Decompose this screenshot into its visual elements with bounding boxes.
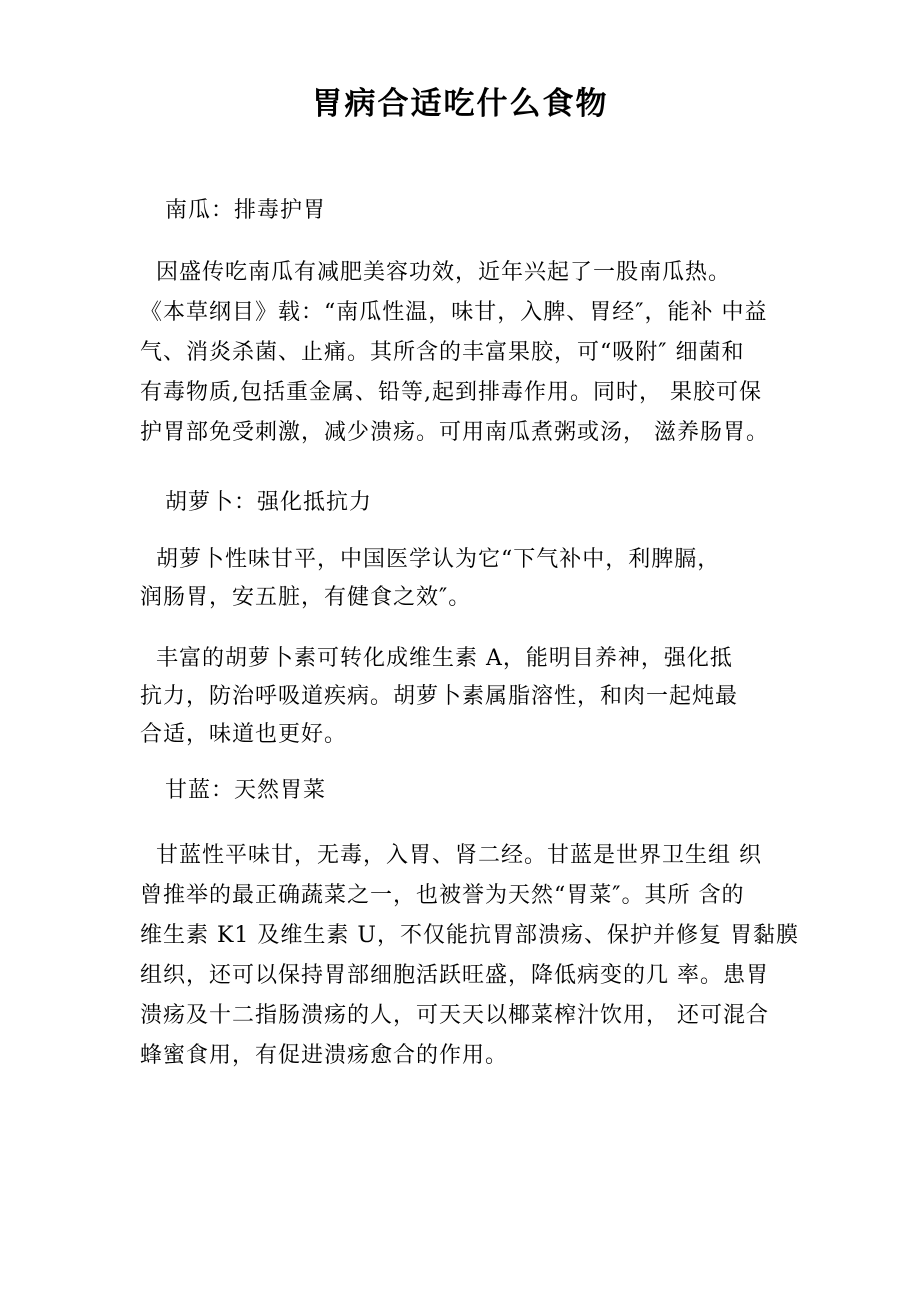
paragraph-pumpkin xyxy=(140,253,810,453)
document-title: 胃病合适吃什么食物 xyxy=(311,86,609,122)
paragraph-carrot-2 xyxy=(140,640,810,754)
paragraph-line: 甘蓝性平味甘，无毒，入胃、肾二经。甘蓝是世界卫生组 织 xyxy=(140,843,762,868)
paragraph-line: 胡萝卜性味甘平，中国医学认为它“下气补中，利脾膈， xyxy=(140,547,721,572)
paragraph-line: 溃疡及十二指肠溃疡的人，可天天以椰菜榨汁饮用， 还可混合 xyxy=(140,1003,769,1028)
paragraph-line: 有毒物质,包括重金属、铅等,起到排毒作用。同时， 果胶可保 xyxy=(140,380,762,405)
paragraph-line: 蜂蜜食用，有促进溃疡愈合的作用。 xyxy=(140,1043,509,1068)
section-heading-cabbage: 甘蓝：天然胃菜 xyxy=(165,778,327,803)
paragraph-line: 合适，味道也更好。 xyxy=(140,722,348,747)
paragraph-line: 气、消炎杀菌、止痛。其所含的丰富果胶，可“吸附″ 细菌和 xyxy=(140,340,745,365)
paragraph-carrot-1 xyxy=(140,541,810,617)
paragraph-line: 护胃部免受刺激，减少溃疡。可用南瓜煮粥或汤， 滋养肠胃。 xyxy=(140,420,769,445)
paragraph-line: 抗力，防治呼吸道疾病。胡萝卜素属脂溶性，和肉一起炖最 xyxy=(140,684,739,709)
paragraph-cabbage xyxy=(140,836,810,1076)
paragraph-line: 曾推举的最正确蔬菜之一，也被誉为天然“胃菜″。其所 含的 xyxy=(140,883,745,908)
paragraph-line: 《本草纲目》载：“南瓜性温，味甘，入脾、胃经″，能补 中益 xyxy=(140,300,768,325)
section-heading-pumpkin: 南瓜：排毒护胃 xyxy=(165,198,327,223)
paragraph-line: 组织，还可以保持胃部细胞活跃旺盛，降低病变的几 率。患胃 xyxy=(140,963,769,988)
paragraph-line: 维生素 K1 及维生素 U，不仅能抗胃部溃疡、保护并修复 胃黏膜 xyxy=(140,923,799,948)
paragraph-line: 润肠胃，安五脏，有健食之效″。 xyxy=(140,585,472,610)
section-heading-carrot: 胡萝卜：强化抵抗力 xyxy=(165,490,373,515)
paragraph-line: 因盛传吃南瓜有减肥美容功效，近年兴起了一股南瓜热。 xyxy=(140,260,731,285)
paragraph-line: 丰富的胡萝卜素可转化成维生素 A，能明目养神，强化抵 xyxy=(140,646,733,671)
